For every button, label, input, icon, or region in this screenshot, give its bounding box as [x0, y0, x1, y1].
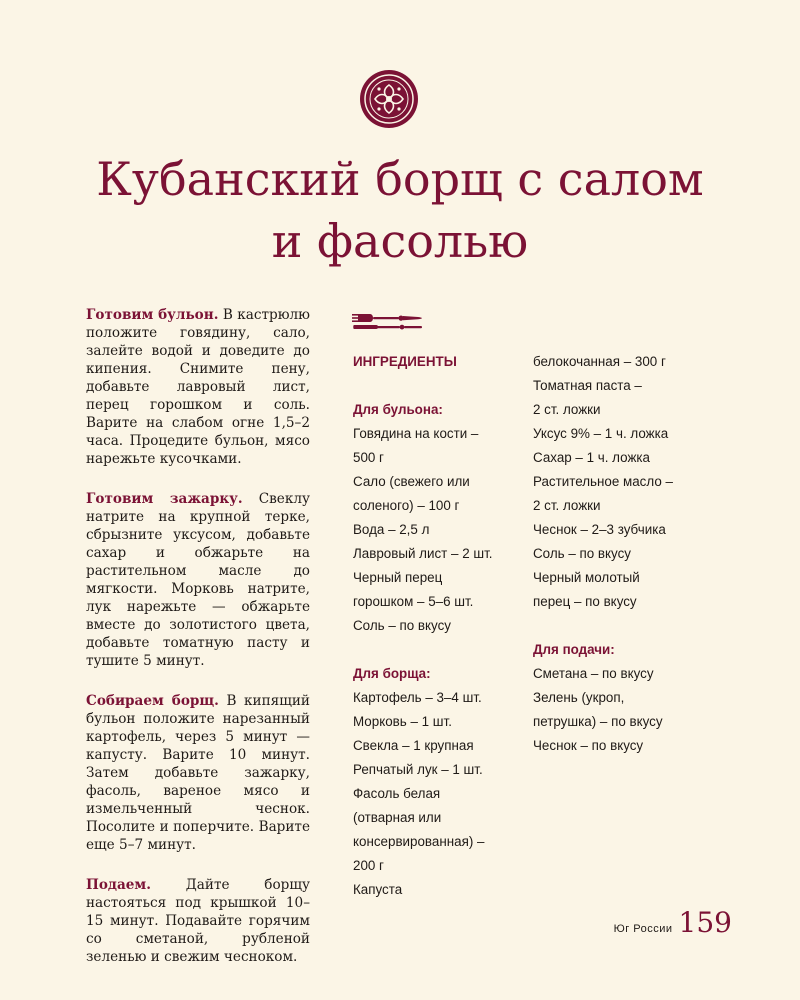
ingredient-line: Картофель – 3–4 шт. — [353, 690, 482, 705]
ingredient-line: Томатная паста – — [533, 378, 642, 393]
ingredient-line: Чеснок – по вкусу — [533, 738, 644, 753]
ingredient-line: Репчатый лук – 1 шт. — [353, 762, 483, 777]
recipe-title — [60, 148, 740, 272]
page-footer — [614, 906, 732, 939]
ingredient-line: Зелень (укроп, — [533, 690, 625, 705]
ingredient-line: 200 г — [353, 858, 384, 873]
step-text: В кастрюлю положите говядину, сало, залейте водой и доведите до кипения. Снимите пену, добавьте лавровый лист, перец горошком и соль. Варите на слабом огне 1,5–2 часа. Процедите бульон, мясо нарежьте кусочками. — [86, 307, 310, 467]
recipe-title-line-1: Кубанский борщ с салом — [96, 152, 704, 206]
ingredient-line: соленого) – 100 г — [353, 498, 460, 513]
broth-subheading: Для бульона: — [353, 402, 443, 417]
ingredient-line: Уксус 9% – 1 ч. ложка — [533, 426, 669, 441]
ingredient-line: Черный перец — [353, 570, 443, 585]
ingredient-line: Морковь – 1 шт. — [353, 714, 452, 729]
ingredients-column-1 — [353, 350, 523, 902]
step-frying — [86, 490, 310, 670]
ingredient-line: Свекла – 1 крупная — [353, 738, 474, 753]
step-assembly — [86, 692, 310, 854]
step-heading: Готовим бульон. — [86, 307, 219, 323]
step-text: Дайте борщу настояться под крышкой 10–15 минут. Подавайте горячим со сметаной, рубленой зеленью и свежим чесноком. — [86, 877, 310, 965]
cooking-steps — [86, 306, 310, 988]
ingredient-line: горошком – 5–6 шт. — [353, 594, 474, 609]
ingredient-line: Говядина на кости – — [353, 426, 479, 441]
ingredient-line: 2 ст. ложки — [533, 498, 601, 513]
ingredient-line: Растительное масло – — [533, 474, 673, 489]
step-text: В кипящий бульон положите нарезанный картофель, через 5 минут — капусту. Варите 10 минут. Затем добавьте зажарку, фасоль, вареное мясо и измельченный чеснок. Посолите и поперчите. Варите еще 5–7 минут. — [86, 693, 310, 853]
ingredient-line: Лавровый лист – 2 шт. — [353, 546, 493, 561]
step-heading: Подаем. — [86, 877, 151, 893]
ingredient-line: 2 ст. ложки — [533, 402, 601, 417]
ingredient-line: белокочанная – 300 г — [533, 354, 666, 369]
ingredient-line: Соль – по вкусу — [533, 546, 631, 561]
ingredient-line: Сахар – 1 ч. ложка — [533, 450, 650, 465]
ingredient-line: Чеснок – 2–3 зубчика — [533, 522, 666, 537]
step-broth — [86, 306, 310, 468]
step-text: Свеклу натрите на крупной терке, сбрызните уксусом, добавьте сахар и обжарьте на растительном масле до мягкости. Морковь натрите, лук нарежьте — обжарьте вместе до золотистого цвета, добавьте томатную пасту и тушите 5 минут. — [86, 491, 310, 669]
ingredient-line: (отварная или — [353, 810, 442, 825]
ingredient-line: Фасоль белая — [353, 786, 441, 801]
step-heading: Собираем борщ. — [86, 693, 219, 709]
serving-subheading: Для подачи: — [533, 642, 615, 657]
ingredient-line: Соль – по вкусу — [353, 618, 451, 633]
ingredient-line: 500 г — [353, 450, 384, 465]
ingredients-column-2 — [533, 350, 733, 758]
ingredient-line: Вода – 2,5 л — [353, 522, 430, 537]
recipe-title-line-2: и фасолью — [271, 214, 529, 268]
step-serving — [86, 876, 310, 966]
ingredient-line: Капуста — [353, 882, 403, 897]
page-number: 159 — [678, 906, 732, 939]
ingredient-line: перец – по вкусу — [533, 594, 637, 609]
ingredient-line: Сметана – по вкусу — [533, 666, 654, 681]
cutlery-icon — [352, 311, 424, 333]
ingredient-line: петрушка) – по вкусу — [533, 714, 663, 729]
section-name: Юг России — [613, 923, 673, 935]
step-heading: Готовим зажарку. — [86, 491, 243, 507]
ornament-medallion-icon — [359, 69, 419, 129]
ingredients-heading: ИНГРЕДИЕНТЫ — [353, 354, 457, 369]
ingredient-line: Сало (свежего или — [353, 474, 470, 489]
ingredient-line: консервированная) – — [353, 834, 485, 849]
ingredient-line: Черный молотый — [533, 570, 640, 585]
borscht-subheading: Для борща: — [353, 666, 431, 681]
